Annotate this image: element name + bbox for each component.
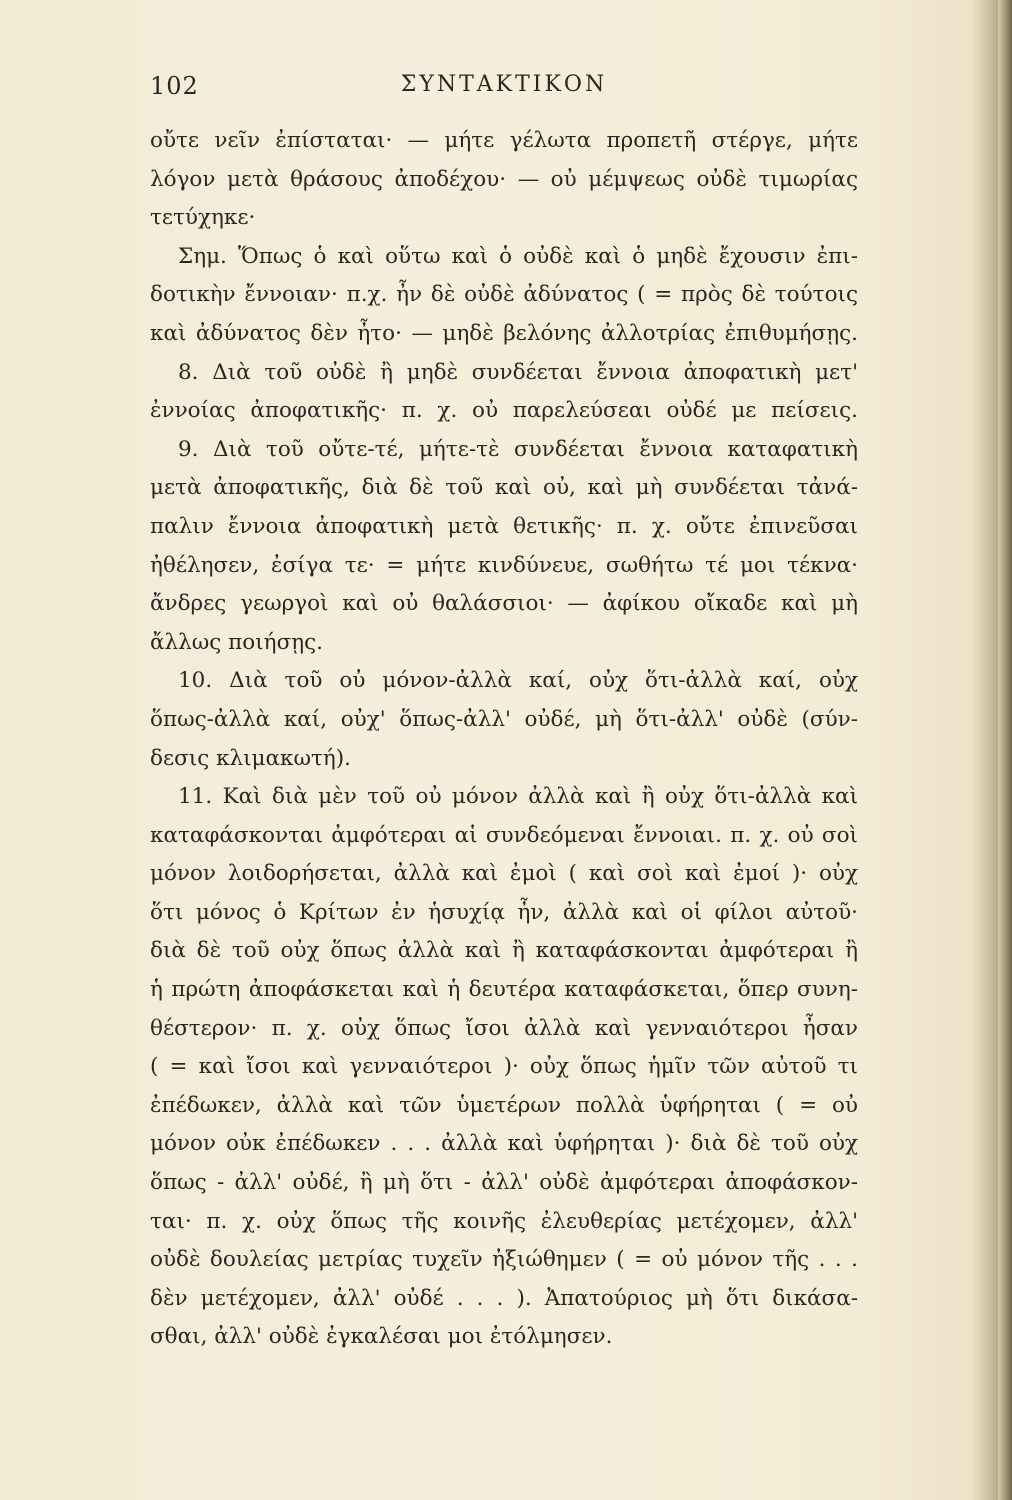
text-line: 8. Διὰ τοῦ οὐδὲ ἢ μηδὲ συνδέεται ἔννοια ἀποφατικὴ μετ' <box>178 359 858 385</box>
text-line: σθαι, ἀλλ' οὐδὲ ἐγκαλέσαι μοι ἐτόλμησεν. <box>150 1324 613 1350</box>
text-line: Σημ. Ὅπως ὁ καὶ οὕτω καὶ ὁ οὐδὲ καὶ ὁ μηδὲ ἔχουσιν ἐπι- <box>178 243 858 269</box>
text-line: δὲν μετέχομεν, ἀλλ' οὐδέ . . . ). Ἀπατούριος μὴ ὅτι δικάσα- <box>150 1285 858 1311</box>
text-line: καὶ ἀδύνατος δὲν ἦτο· — μηδὲ βελόνης ἀλλοτρίας ἐπιθυμήσῃς. <box>150 320 858 346</box>
text-line: οὐδὲ δουλείας μετρίας τυχεῖν ἠξιώθημεν ( = οὐ μόνον τῆς . . . <box>150 1247 858 1273</box>
text-line: μόνον οὐκ ἐπέδωκεν . . . ἀλλὰ καὶ ὑφήρηται )· διὰ δὲ τοῦ οὐχ <box>150 1131 858 1157</box>
text-line: ἐννοίας ἀποφατικῆς· π. χ. οὐ παρελεύσεαι οὐδέ με πείσεις. <box>150 398 858 424</box>
text-line: ἠθέλησεν, ἐσίγα τε· = μήτε κινδύνευε, σωθήτω τέ μοι τέκνα· <box>150 552 858 578</box>
body-text <box>150 122 858 1357</box>
text-line: ( = καὶ ἴσοι καὶ γενναιότεροι )· οὐχ ὅπως ἡμῖν τῶν αὐτοῦ τι <box>150 1054 858 1080</box>
text-line: ἄλλως ποιήσῃς. <box>150 629 323 655</box>
text-line: ὅτι μόνος ὁ Κρίτων ἐν ἡσυχίᾳ ἦν, ἀλλὰ καὶ οἱ φίλοι αὐτοῦ· <box>150 899 858 925</box>
text-line: 10. Διὰ τοῦ οὐ μόνον-ἀλλὰ καί, οὐχ ὅτι-ἀλλὰ καί, οὐχ <box>178 668 858 694</box>
page-number: 102 <box>150 72 199 100</box>
text-line: ὅπως-ἀλλὰ καί, οὐχ' ὅπως-ἀλλ' οὐδέ, μὴ ὅτι-ἀλλ' οὐδὲ (σύν- <box>150 706 858 732</box>
text-line: δοτικὴν ἔννοιαν· π.χ. ἦν δὲ οὐδὲ ἀδύνατος ( = πρὸς δὲ τούτοις <box>150 282 858 308</box>
text-line: 11. Καὶ διὰ μὲν τοῦ οὐ μόνον ἀλλὰ καὶ ἢ οὐχ ὅτι-ἀλλὰ καὶ <box>178 784 858 810</box>
text-line: ἄνδρες γεωργοὶ καὶ οὐ θαλάσσιοι· — ἀφίκου οἴκαδε καὶ μὴ <box>150 591 858 617</box>
running-head: ΣΥΝΤΑΚΤΙΚΟΝ <box>400 72 608 97</box>
text-line: μετὰ ἀποφατικῆς, διὰ δὲ τοῦ καὶ οὐ, καὶ μὴ συνδέεται τἀνά- <box>150 475 858 501</box>
text-line: ται· π. χ. οὐχ ὅπως τῆς κοινῆς ἐλευθερίας μετέχομεν, ἀλλ' <box>150 1208 858 1234</box>
text-line: καταφάσκονται ἀμφότεραι αἱ συνδεόμεναι ἔννοιαι. π. χ. οὐ σοὶ <box>150 822 858 848</box>
text-line: 9. Διὰ τοῦ οὔτε-τέ, μήτε-τὲ συνδέεται ἔννοια καταφατικὴ <box>178 436 858 462</box>
text-line: ἐπέδωκεν, ἀλλὰ καὶ τῶν ὑμετέρων πολλὰ ὑφήρηται ( = οὐ <box>150 1092 858 1118</box>
page-header <box>150 72 858 112</box>
text-line: ὅπως - ἀλλ' οὐδέ, ἢ μὴ ὅτι - ἀλλ' οὐδὲ ἀμφότεραι ἀποφάσκον- <box>150 1170 858 1196</box>
text-line: λόγον μετὰ θράσους ἀποδέχου· — οὐ μέμψεως οὐδὲ τιμωρίας <box>150 166 858 192</box>
text-line: μόνον λοιδορήσεται, ἀλλὰ καὶ ἐμοὶ ( καὶ σοὶ καὶ ἐμοί )· οὐχ <box>150 861 858 887</box>
text-line: παλιν ἔννοια ἀποφατικὴ μετὰ θετικῆς· π. χ. οὔτε ἐπινεῦσαι <box>150 513 858 539</box>
text-line: οὔτε νεῖν ἐπίσταται· — μήτε γέλωτα προπετῆ στέργε, μήτε <box>150 128 858 153</box>
text-line: θέστερον· π. χ. οὐχ ὅπως ἴσοι ἀλλὰ καὶ γενναιότεροι ἦσαν <box>150 1015 858 1041</box>
page-binding-edge <box>998 0 1012 1500</box>
text-line: ἡ πρώτη ἀποφάσκεται καὶ ἡ δευτέρα καταφάσκεται, ὅπερ συνη- <box>150 977 858 1003</box>
text-line: δεσις κλιμακωτή). <box>150 745 352 771</box>
text-line: τετύχηκε· <box>150 205 256 231</box>
text-line: διὰ δὲ τοῦ οὐχ ὅπως ἀλλὰ καὶ ἢ καταφάσκονται ἀμφότεραι ἢ <box>150 938 858 964</box>
